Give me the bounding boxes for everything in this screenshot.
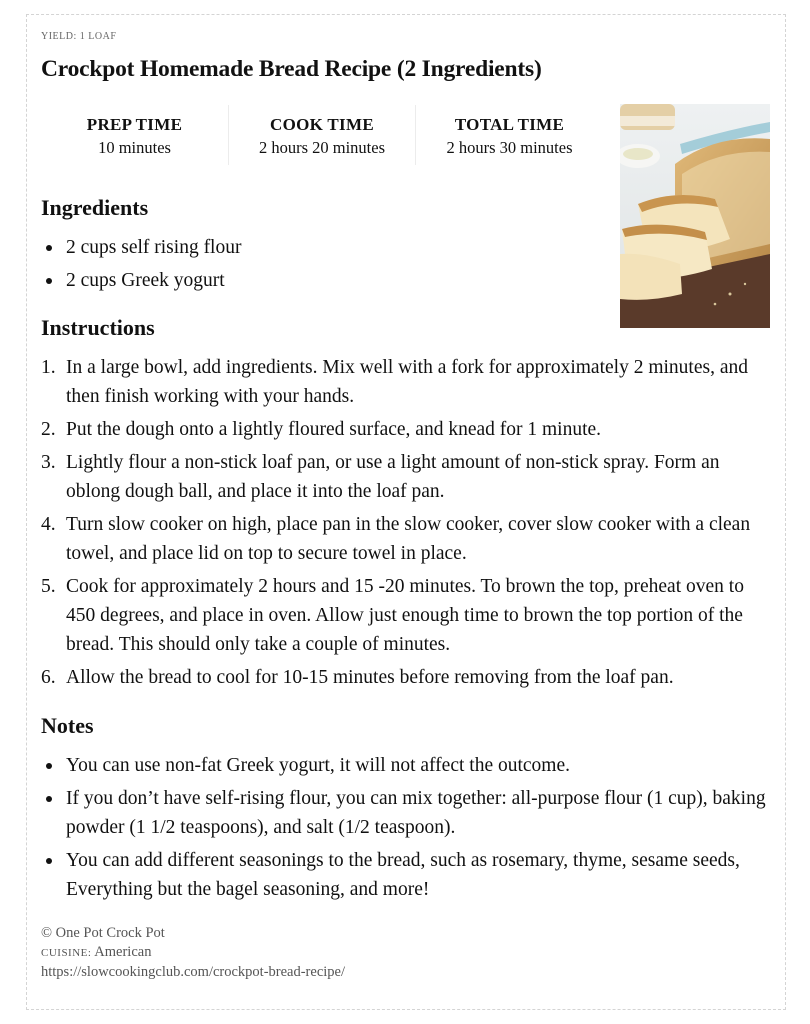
cook-time-label: COOK TIME bbox=[270, 115, 374, 134]
step-text: Allow the bread to cool for 10-15 minutes before removing from the loaf pan. bbox=[66, 667, 674, 688]
recipe-title: Crockpot Homemade Bread Recipe (2 Ingredients) bbox=[41, 56, 542, 82]
step-number: 4. bbox=[41, 514, 56, 535]
cook-time bbox=[229, 105, 416, 165]
list-item: 2 cups self rising flour bbox=[41, 233, 601, 262]
step-number: 3. bbox=[41, 452, 56, 473]
prep-time-value: 10 minutes bbox=[98, 138, 171, 157]
total-time bbox=[416, 105, 603, 165]
cuisine-line bbox=[41, 943, 345, 963]
list-item: You can use non-fat Greek yogurt, it will not affect the outcome. bbox=[41, 751, 771, 780]
bread-photo-icon bbox=[620, 104, 770, 328]
total-time-value: 2 hours 30 minutes bbox=[446, 138, 573, 157]
list-item bbox=[41, 510, 771, 568]
cuisine-value: American bbox=[94, 944, 152, 960]
prep-time-label: PREP TIME bbox=[86, 115, 183, 134]
list-item: If you don’t have self-rising flour, you can mix together: all-purpose flour (1 cup), baking powder (1 1/2 teaspoons), and salt (1/2 teaspoon). bbox=[41, 784, 771, 842]
cook-time-value: 2 hours 20 minutes bbox=[258, 138, 386, 157]
recipe-yield: YIELD: 1 LOAF bbox=[41, 31, 117, 42]
copyright-text: © One Pot Crock Pot bbox=[41, 925, 165, 941]
recipe-times bbox=[41, 105, 603, 165]
step-text: Put the dough onto a lightly floured surface, and knead for 1 minute. bbox=[66, 419, 602, 440]
recipe-footer bbox=[41, 924, 345, 982]
list-item: You can add different seasonings to the bread, such as rosemary, thyme, sesame seeds, Everything but the bagel seasoning, and more! bbox=[41, 846, 771, 904]
step-number: 2. bbox=[41, 419, 56, 440]
cuisine-label: CUISINE: bbox=[41, 947, 92, 959]
total-time-label: TOTAL TIME bbox=[454, 115, 565, 134]
list-item bbox=[41, 448, 771, 506]
list-item bbox=[41, 572, 771, 659]
instructions-heading: Instructions bbox=[41, 315, 155, 340]
step-text: In a large bowl, add ingredients. Mix well with a fork for approximately 2 minutes, and then finish working with your hands. bbox=[66, 357, 748, 407]
list-item bbox=[41, 663, 771, 692]
ingredients-list bbox=[41, 233, 601, 299]
list-item: 2 cups Greek yogurt bbox=[41, 266, 601, 295]
step-number: 5. bbox=[41, 576, 56, 597]
list-item bbox=[41, 353, 771, 411]
notes-list bbox=[41, 751, 771, 908]
list-item bbox=[41, 415, 771, 444]
recipe-url[interactable]: https://slowcookingclub.com/crockpot-bread-recipe/ bbox=[41, 964, 346, 980]
step-number: 1. bbox=[41, 357, 56, 378]
step-text: Lightly flour a non-stick loaf pan, or use a light amount of non-stick spray. Form an oblong dough ball, and place it into the loaf pan. bbox=[66, 452, 720, 502]
step-text: Turn slow cooker on high, place pan in the slow cooker, cover slow cooker with a clean towel, and place lid on top to secure towel in place. bbox=[66, 514, 751, 564]
step-number: 6. bbox=[41, 667, 56, 688]
step-text: Cook for approximately 2 hours and 15 -20 minutes. To brown the top, preheat oven to 450 degrees, and place in oven. Allow just enough time to brown the top portion of the bread. This should only take a couple of minutes. bbox=[66, 576, 744, 655]
prep-time bbox=[41, 105, 229, 165]
instructions-list bbox=[41, 353, 771, 696]
bread-loaf-photo bbox=[620, 104, 770, 328]
notes-heading: Notes bbox=[41, 713, 94, 738]
ingredients-heading: Ingredients bbox=[41, 195, 149, 220]
